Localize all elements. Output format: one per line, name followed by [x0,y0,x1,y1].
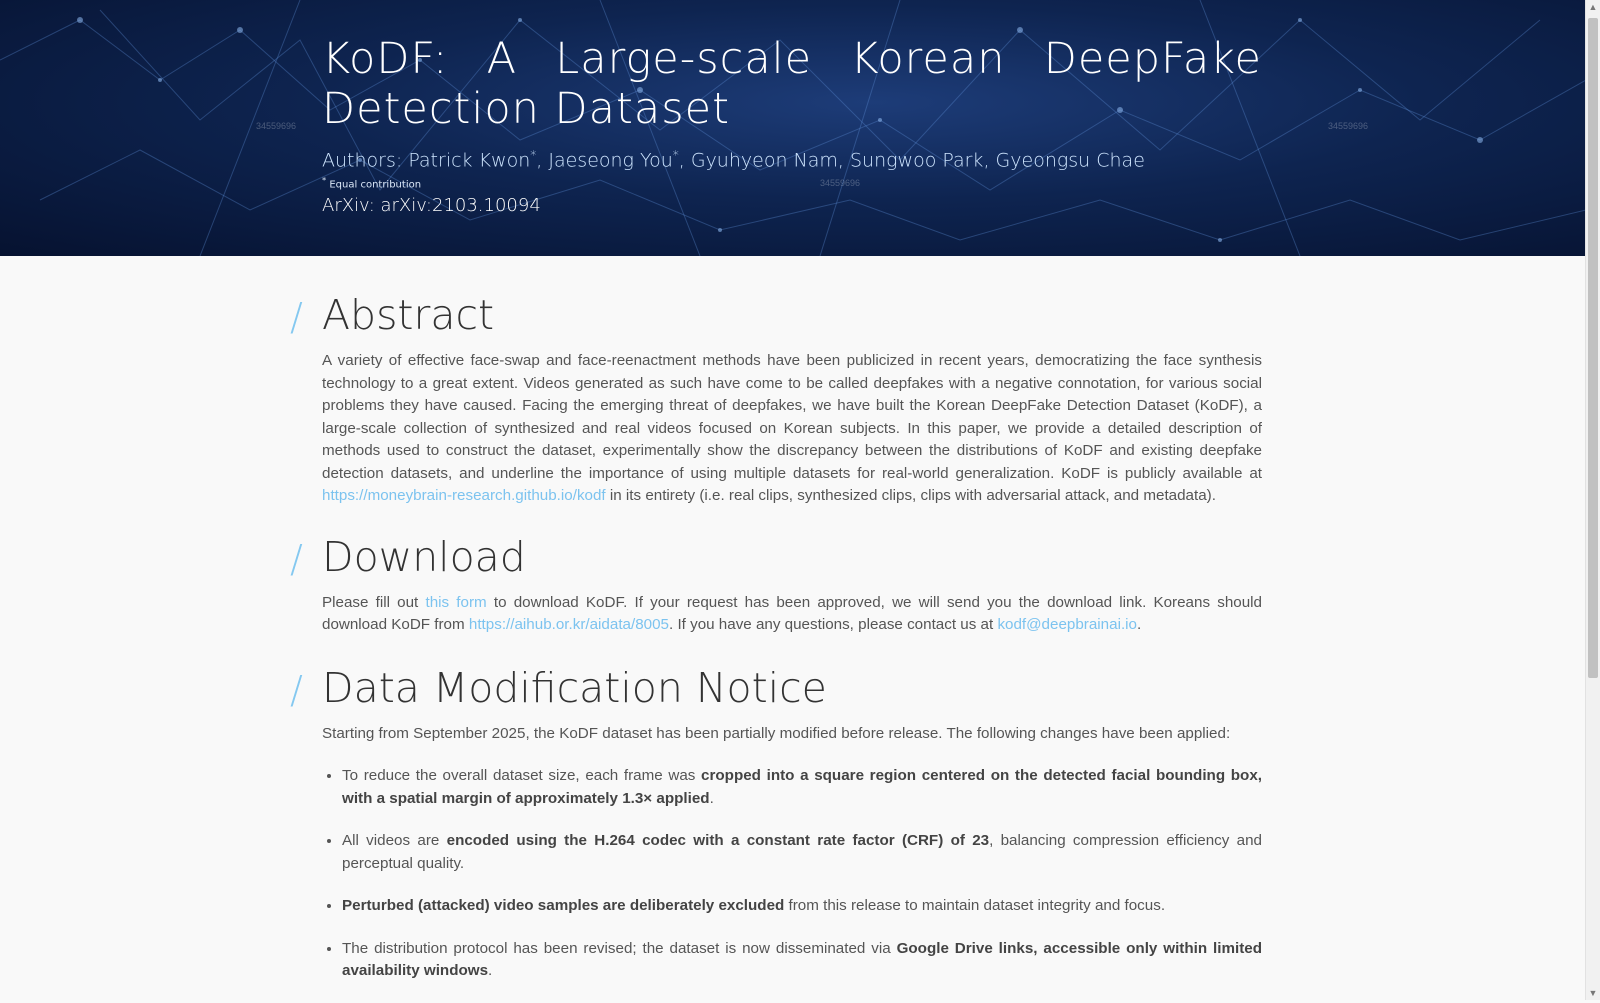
scroll-up-arrow-icon[interactable]: ▲ [1588,2,1598,12]
item-bold-text: cropped into a square region centered on the detected facial bounding box, with a spatial margin of approximately 1.3× applied [342,767,1262,807]
item-text: To reduce the overall dataset size, each frame was [342,767,702,784]
download-section [290,532,1262,637]
notice-intro: Starting from September 2025, the KoDF dataset has been partially modified before release. The following changes have been applied: [322,724,1231,742]
hero-content [322,34,1262,216]
aihub-link[interactable]: https://aihub.or.kr/aidata/8005 [468,616,669,633]
abstract-body-end: in its entirety (i.e. real clips, synthesized clips, clips with adversarial attack, and metadata). [605,487,1216,504]
contact-email-link[interactable]: kodf@deepbrainai.io [997,616,1137,633]
contribution-mark: * [322,175,327,186]
hero-banner [0,0,1586,256]
arxiv-line [322,195,1262,216]
watermark-center: 34559696 [820,178,861,188]
item-bold-text: Perturbed (attacked) video samples are deliberately excluded [342,897,785,914]
author-name: Gyuhyeon Nam [690,149,838,172]
contribution-text: Equal contribution [329,179,422,191]
vertical-scrollbar[interactable] [1585,0,1600,1000]
item-text: . [709,789,714,807]
download-body-1: Please fill out [322,593,426,611]
watermark-left: 34559696 [256,121,297,131]
item-text: from this release to maintain dataset integrity and focus. [784,897,1166,914]
item-text: All videos are [342,832,447,849]
list-item [342,938,1262,983]
slash-icon: / [290,536,303,581]
abstract-heading [290,290,1262,340]
watermark-right: 34559696 [1328,121,1369,131]
item-text: , balancing compression efficiency and perceptual quality. [342,832,1263,872]
abstract-body: A variety of effective face-swap and face-reenactment methods have been publicized in recent years, democratizing the face synthesis technology to a great extent. Videos generated as such have come to be called deepfakes with a negative connotation, for various social problems they have caused. Facing the emerging threat of deepfakes, we have built the Korean DeepFake Detection Dataset (KoDF), a large-scale collection of synthesized and real videos focused on Korean subjects. In this paper, we provide a detailed description of methods used to construct the dataset, experimentally show the discrepancy between the distributions of KoDF and existing deepfake detection datasets, and underline the importance of using multiple datasets for real-world generalization. KoDF is publicly available at [322,352,1262,482]
slash-icon: / [290,667,303,712]
notice-heading-text: Data Modification Notice [322,663,827,712]
list-item [342,830,1262,875]
arxiv-id: arXiv:2103.10094 [380,194,541,216]
author-mark: * [672,148,679,162]
arxiv-label: ArXiv: [322,194,381,216]
download-body-2: to download KoDF. If your request has been approved, we will send you the download link. Koreans should download KoDF from [322,593,1262,633]
scroll-down-arrow-icon[interactable]: ▼ [1588,988,1598,998]
notice-section [290,663,1263,983]
author-mark: * [530,148,537,162]
abstract-text [322,350,1262,508]
changes-list [322,765,1262,983]
download-body-3: . If you have any questions, please contact us at [669,616,998,633]
author-name: Gyeongsu Chae [995,149,1145,172]
item-bold-text: Google Drive links, accessible only within limited availability windows [342,939,1262,979]
page-title: KoDF: A Large-scale Korean DeepFake Detection Dataset [322,34,1262,134]
author-name: Patrick Kwon [408,149,531,172]
abstract-heading-text: Abstract [322,291,495,339]
list-item [342,895,1262,918]
main-content [290,290,1263,1003]
abstract-section [290,290,1262,508]
authors-label: Authors: [322,149,409,172]
download-text [322,592,1262,637]
download-heading-text: Download [322,532,526,581]
item-text: The distribution protocol has been revised; the dataset is now disseminated via [342,939,897,957]
author-name: Jaeseong You [548,149,673,172]
notice-heading [290,663,1262,713]
kodf-project-link[interactable]: https://moneybrain-research.github.io/kodf [322,487,606,504]
author-name: Sungwoo Park [850,149,984,172]
equal-contribution-note [322,175,1262,190]
request-form-link[interactable]: this form [425,593,487,611]
download-heading [290,532,1262,582]
item-text: . [488,962,493,979]
slash-icon: / [290,295,303,339]
download-body-4: . [1136,616,1142,633]
authors-line: Authors: Patrick Kwon*, Jaeseong You*, Gyuhyeon Nam, Sungwoo Park, Gyeongsu Chae [322,148,1145,172]
scrollbar-thumb[interactable] [1588,18,1598,678]
list-item [342,765,1262,810]
item-bold-text: encoded using the H.264 codec with a constant rate factor (CRF) of 23 [446,832,990,849]
